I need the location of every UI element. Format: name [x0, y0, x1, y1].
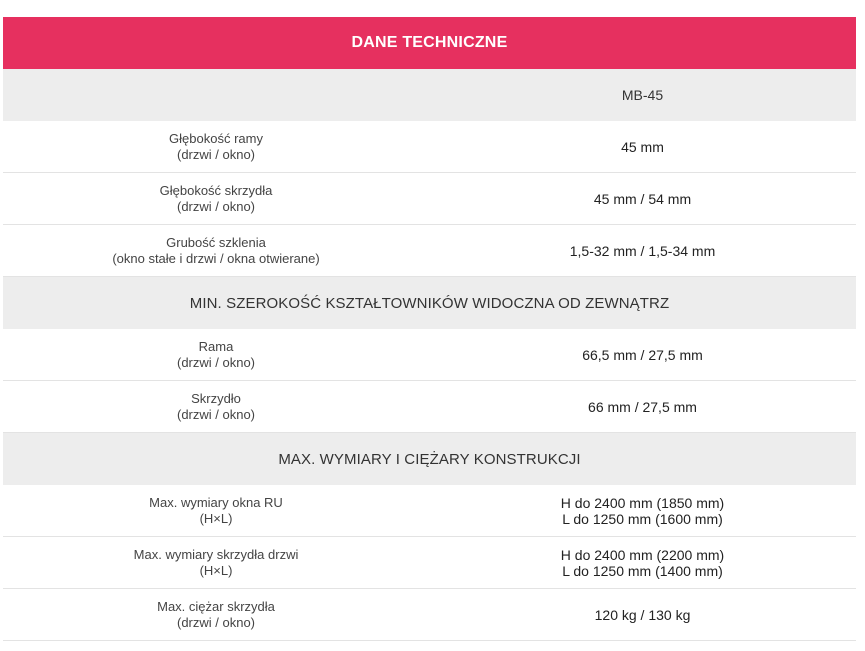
row-value: [429, 347, 856, 363]
row-value-line: 45 mm / 54 mm: [593, 190, 692, 207]
row-label: [3, 495, 429, 527]
technical-data-table: [3, 17, 856, 641]
row-value-line: 66,5 mm / 27,5 mm: [582, 346, 703, 363]
row-label-sub: (drzwi / okno): [176, 614, 256, 630]
row-value: [429, 547, 856, 579]
row-label-main: Głębokość ramy: [169, 130, 263, 146]
row-label-main: Max. wymiary skrzydła drzwi: [133, 546, 299, 562]
row-label-sub: (H×L): [199, 510, 233, 526]
row-label-sub: (drzwi / okno): [176, 146, 256, 162]
section-header-max-dimensions: [3, 433, 856, 485]
table-header: [3, 17, 856, 69]
section-title: MIN. SZEROKOŚĆ KSZTAŁTOWNIKÓW WIDOCZNA OD ZEWNĄTRZ: [189, 294, 670, 312]
table-row: [3, 537, 856, 589]
row-label: [3, 183, 429, 215]
row-value: [429, 243, 856, 259]
row-value: [429, 139, 856, 155]
row-value: [429, 495, 856, 527]
model-name: MB-45: [621, 87, 664, 103]
row-label-sub: (drzwi / okno): [176, 406, 256, 422]
table-row: [3, 329, 856, 381]
row-value-line: L do 1250 mm (1600 mm): [562, 510, 723, 527]
model-row: [3, 69, 856, 121]
row-label-sub: (okno stałe i drzwi / okna otwierane): [112, 250, 320, 266]
row-label: [3, 391, 429, 423]
row-label: [3, 599, 429, 631]
row-label-main: Max. wymiary okna RU: [149, 494, 283, 510]
row-value-line: L do 1250 mm (1400 mm): [562, 562, 723, 579]
table-row: [3, 173, 856, 225]
row-label-sub: (drzwi / okno): [176, 354, 256, 370]
row-label-main: Głębokość skrzydła: [159, 182, 273, 198]
section-title: MAX. WYMIARY I CIĘŻARY KONSTRUKCJI: [278, 450, 581, 468]
row-label: [3, 339, 429, 371]
row-label-main: Rama: [198, 338, 234, 354]
row-label-main: Skrzydło: [191, 390, 241, 406]
table-row: [3, 485, 856, 537]
row-value-line: H do 2400 mm (1850 mm): [560, 494, 725, 511]
row-label: [3, 131, 429, 163]
row-value-line: 120 kg / 130 kg: [594, 606, 691, 623]
row-label-sub: (drzwi / okno): [176, 198, 256, 214]
table-row: [3, 121, 856, 173]
table-row: [3, 381, 856, 433]
table-row: [3, 589, 856, 641]
row-label-main: Grubość szklenia: [166, 234, 266, 250]
section-header-min-width: [3, 277, 856, 329]
row-label: [3, 547, 429, 579]
row-value-line: 45 mm: [621, 138, 664, 155]
row-value: [429, 399, 856, 415]
row-label: [3, 235, 429, 267]
row-value: [429, 607, 856, 623]
row-value-line: H do 2400 mm (2200 mm): [560, 546, 725, 563]
row-label-main: Max. ciężar skrzydła: [157, 598, 275, 614]
table-title: DANE TECHNICZNE: [351, 34, 508, 51]
row-value-line: 66 mm / 27,5 mm: [588, 398, 697, 415]
row-value: [429, 191, 856, 207]
table-row: [3, 225, 856, 277]
row-label-sub: (H×L): [199, 562, 233, 578]
row-value-line: 1,5-32 mm / 1,5-34 mm: [569, 242, 716, 259]
